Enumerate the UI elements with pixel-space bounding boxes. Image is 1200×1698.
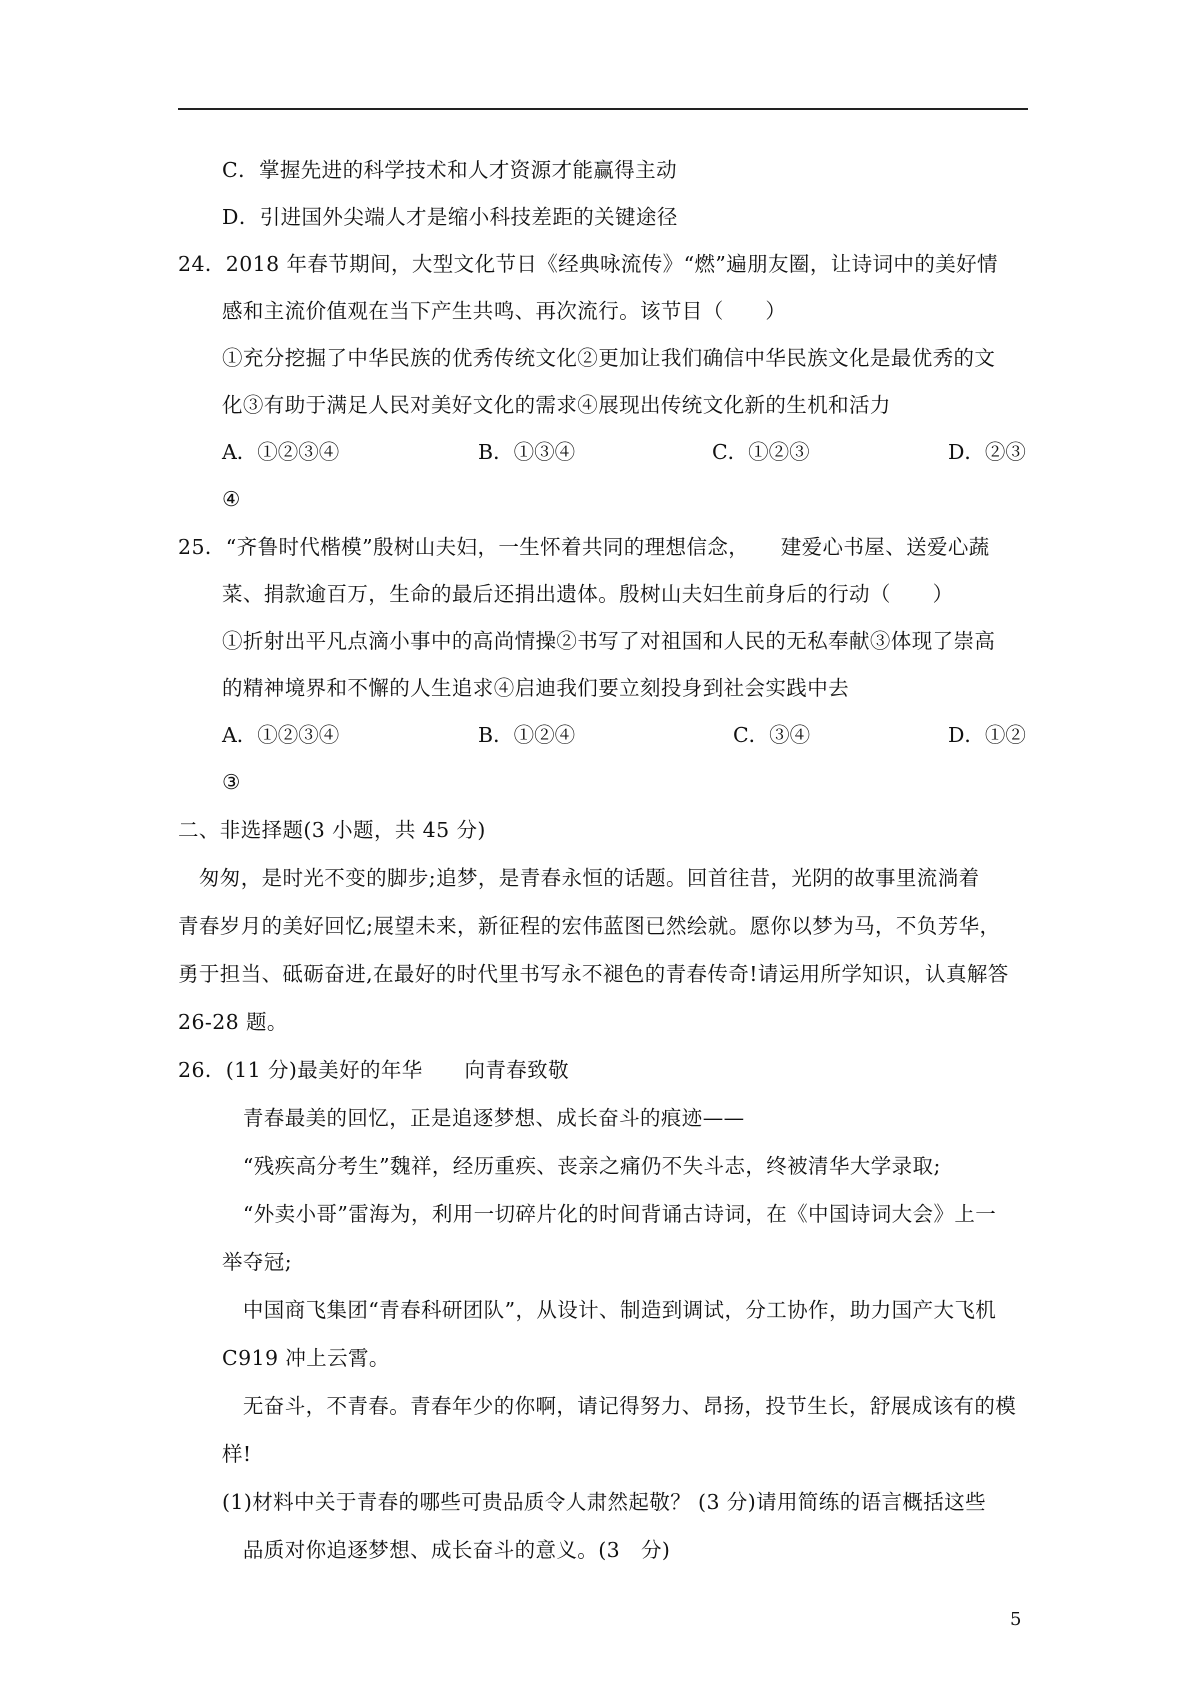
q26-material-line8: 样! <box>222 1442 252 1466</box>
q25-option-c: C．③④ <box>733 723 811 747</box>
section2-intro-line4: 26-28 题。 <box>178 1010 288 1034</box>
q25-stem-line2: 菜、捐款逾百万，生命的最后还捐出遗体。殷树山夫妇生前身后的行动（ ） <box>222 582 954 606</box>
q24-stem-line1: 24．2018 年春节期间，大型文化节日《经典咏流传》“燃”遍朋友圈，让诗词中的美好情 <box>178 252 998 276</box>
page-number: 5 <box>1010 1609 1022 1630</box>
q25-option-a: A．①②③④ <box>222 723 340 747</box>
q24-option-a: A．①②③④ <box>222 440 340 464</box>
q26-material-line5: 中国商飞集团“青春科研团队”，从设计、制造到调试，分工协作，助力国产大飞机 <box>222 1298 997 1322</box>
q25-option-d-wrap: ③ <box>222 770 241 794</box>
q26-material-line1: 青春最美的回忆，正是追逐梦想、成长奋斗的痕迹—— <box>222 1106 745 1130</box>
q25-stem-line1: 25．“齐鲁时代楷模”殷树山夫妇，一生怀着共同的理想信念， 建爱心书屋、送爱心蔬 <box>178 535 990 559</box>
q24-option-d-wrap: ④ <box>222 487 241 511</box>
q26-material-line6: C919 冲上云霄。 <box>222 1346 390 1370</box>
q24-statement-line2: 化③有助于满足人民对美好文化的需求④展现出传统文化新的生机和活力 <box>222 393 891 417</box>
q24-stem-line2: 感和主流价值观在当下产生共鸣、再次流行。该节目（ ） <box>222 299 787 323</box>
section2-intro-line2: 青春岁月的美好回忆;展望未来，新征程的宏伟蓝图已然绘就。愿你以梦为马，不负芳华， <box>178 914 1001 938</box>
header-rule <box>178 108 1028 110</box>
q24-option-d: D．②③ <box>948 440 1026 464</box>
section2-intro-line1: 匆匆，是时光不变的脚步;追梦，是青春永恒的话题。回首往昔，光阴的故事里流淌着 <box>178 866 980 890</box>
q26-subquestion1-line2: 品质对你追逐梦想、成长奋斗的意义。(3 分) <box>222 1538 671 1562</box>
q24-option-b: B．①③④ <box>478 440 576 464</box>
q23-option-c: C．掌握先进的科学技术和人才资源才能赢得主动 <box>222 158 677 182</box>
q25-option-b: B．①②④ <box>478 723 576 747</box>
q25-statement-line1: ①折射出平凡点滴小事中的高尚情操②书写了对祖国和人民的无私奉献③体现了崇高 <box>222 629 996 653</box>
q24-statement-line1: ①充分挖掘了中华民族的优秀传统文化②更加让我们确信中华民族文化是最优秀的文 <box>222 346 996 370</box>
q26-material-line2: “残疾高分考生”魏祥，经历重疾、丧亲之痛仍不失斗志，终被清华大学录取; <box>222 1154 941 1178</box>
q26-subquestion1-line1: (1)材料中关于青春的哪些可贵品质令人肃然起敬？ (3 分)请用简练的语言概括这些 <box>222 1490 987 1514</box>
q26-material-line7: 无奋斗，不青春。青春年少的你啊，请记得努力、昂扬，投节生长，舒展成该有的模 <box>222 1394 1017 1418</box>
q26-material-line4: 举夺冠; <box>222 1250 293 1274</box>
q23-option-d: D．引进国外尖端人才是缩小科技差距的关键途径 <box>222 205 678 229</box>
section2-intro-line3: 勇于担当、砥砺奋进,在最好的时代里书写永不褪色的青春传奇!请运用所学知识，认真解答 <box>178 962 1009 986</box>
q25-option-d: D．①② <box>948 723 1026 747</box>
q24-option-c: C．①②③ <box>712 440 810 464</box>
q26-title: 26．(11 分)最美好的年华 向青春致敬 <box>178 1058 569 1082</box>
q26-material-line3: “外卖小哥”雷海为，利用一切碎片化的时间背诵古诗词，在《中国诗词大会》上一 <box>222 1202 997 1226</box>
section2-heading: 二、非选择题(3 小题，共 45 分) <box>178 818 486 842</box>
q25-statement-line2: 的精神境界和不懈的人生追求④启迪我们要立刻投身到社会实践中去 <box>222 676 849 700</box>
